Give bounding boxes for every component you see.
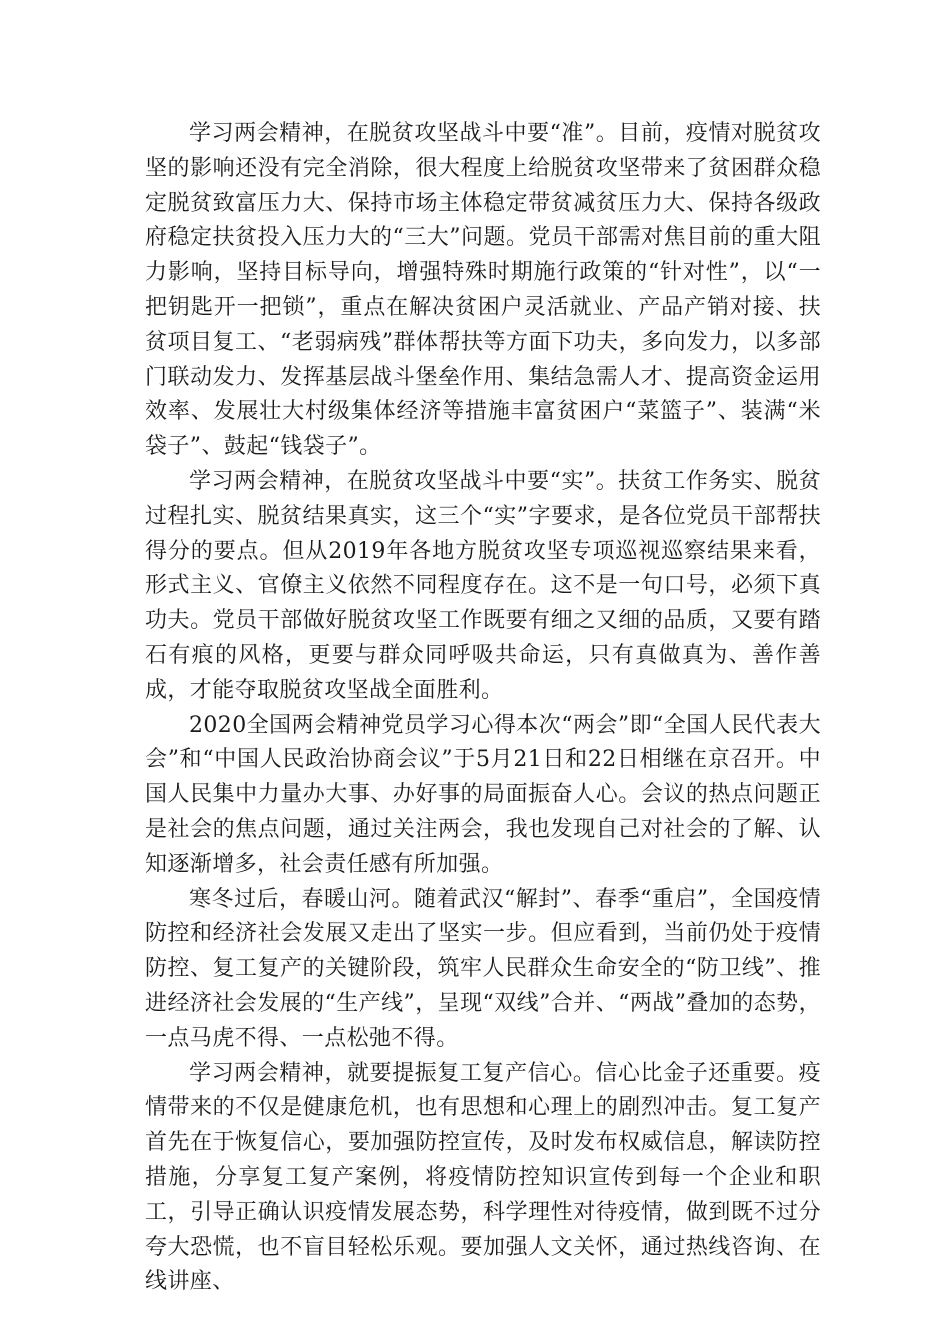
paragraph-2: 学习两会精神，在脱贫攻坚战斗中要“实”。扶贫工作务实、脱贫过程扎实、脱贫结果真实，这三个“实”字要求，是各位党员干部帮扶得分的要点。但从2019年各地方脱贫攻坚专项巡视巡察结果来看，形式主义、官僚主义依然不同程度存在。这不是一句口号，必须下真功夫。党员干部做好脱贫攻坚工作既要有细之又细的品质，又要有踏石有痕的风格，更要与群众同呼吸共命运，只有真做真为、善作善成，才能夺取脱贫攻坚战全面胜利。 <box>145 468 821 703</box>
document-body <box>145 117 821 1300</box>
paragraph-3: 2020全国两会精神党员学习心得本次“两会”即“全国人民代表大会”和“中国人民政治协商会议”于5月21日和22日相继在京召开。中国人民集中力量办大事、办好事的局面振奋人心。会议的热点问题正是社会的焦点问题，通过关注两会，我也发现自己对社会的了解、认知逐渐增多，社会责任感有所加强。 <box>145 712 821 877</box>
paragraph-5: 学习两会精神，就要提振复工复产信心。信心比金子还重要。疫情带来的不仅是健康危机，也有思想和心理上的剧烈冲击。复工复产首先在于恢复信心，要加强防控宣传，及时发布权威信息，解读防控措施，分享复工复产案例，将疫情防控知识宣传到每一个企业和职工，引导正确认识疫情发展态势，科学理性对待疫情，做到既不过分夸大恐慌，也不盲目轻松乐观。要加强人文关怀，通过热线咨询、在线讲座、 <box>145 1060 821 1295</box>
paragraph-4: 寒冬过后，春暖山河。随着武汉“解封”、春季“重启”，全国疫情防控和经济社会发展又走出了坚实一步。但应看到，当前仍处于疫情防控、复工复产的关键阶段，筑牢人民群众生命安全的“防卫线”、推进经济社会发展的“生产线”，呈现“双线”合并、“两战”叠加的态势，一点马虎不得、一点松弛不得。 <box>145 886 821 1051</box>
paragraph-1: 学习两会精神，在脱贫攻坚战斗中要“准”。目前，疫情对脱贫攻坚的影响还没有完全消除，很大程度上给脱贫攻坚带来了贫困群众稳定脱贫致富压力大、保持市场主体稳定带贫减贫压力大、保持各级政府稳定扶贫投入压力大的“三大”问题。党员干部需对焦目前的重大阻力影响，坚持目标导向，增强特殊时期施行政策的“针对性”，以“一把钥匙开一把锁”，重点在解决贫困户灵活就业、产品产销对接、扶贫项目复工、“老弱病残”群体帮扶等方面下功夫，多向发力，以多部门联动发力、发挥基层战斗堡垒作用、集结急需人才、提高资金运用效率、发展壮大村级集体经济等措施丰富贫困户“菜篮子”、装满“米袋子”、鼓起“钱袋子”。 <box>145 121 821 460</box>
